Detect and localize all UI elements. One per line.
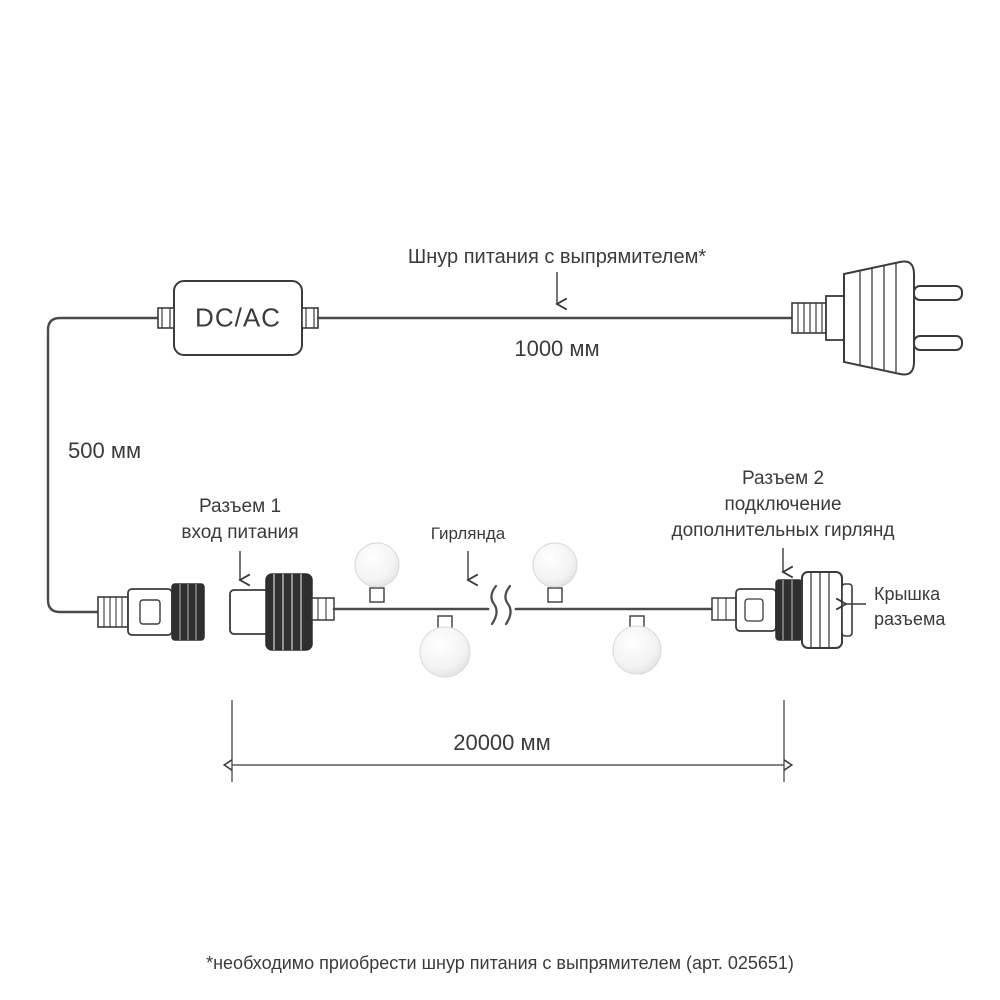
label-connector-2-line1: Разъем 2 [741,468,825,489]
connector-cap [802,572,852,648]
label-garland: Гирлянда [430,524,506,543]
bulb-up-2 [533,543,577,602]
label-connector-2-line3: дополнительных гирлянд [671,520,895,541]
label-cap-line1: Крышка [874,584,941,604]
bulb-down-1 [420,616,470,677]
label-length-garland: 20000 мм [453,730,551,755]
connector-male-left [98,584,204,640]
label-cap-line2: разъема [874,609,946,629]
label-length-cord: 1000 мм [514,336,600,361]
footnote: *необходимо приобрести шнур питания с выпрямителем (арт. 025651) [206,953,794,973]
garland-cable [334,586,712,624]
label-adapter: DC/AC [195,302,281,333]
bulb-down-2 [613,616,661,674]
bulb-up-1 [355,543,399,602]
connector-2-output [712,580,802,640]
label-connector-2-line2: подключение [724,494,842,515]
label-connector-1-line2: вход питания [181,522,299,543]
connector-1-input [230,574,334,650]
label-power-cord: Шнур питания с выпрямителем* [407,246,707,268]
label-connector-1-line1: Разъем 1 [198,496,282,517]
mains-plug [792,262,962,375]
label-length-tail: 500 мм [68,438,142,463]
